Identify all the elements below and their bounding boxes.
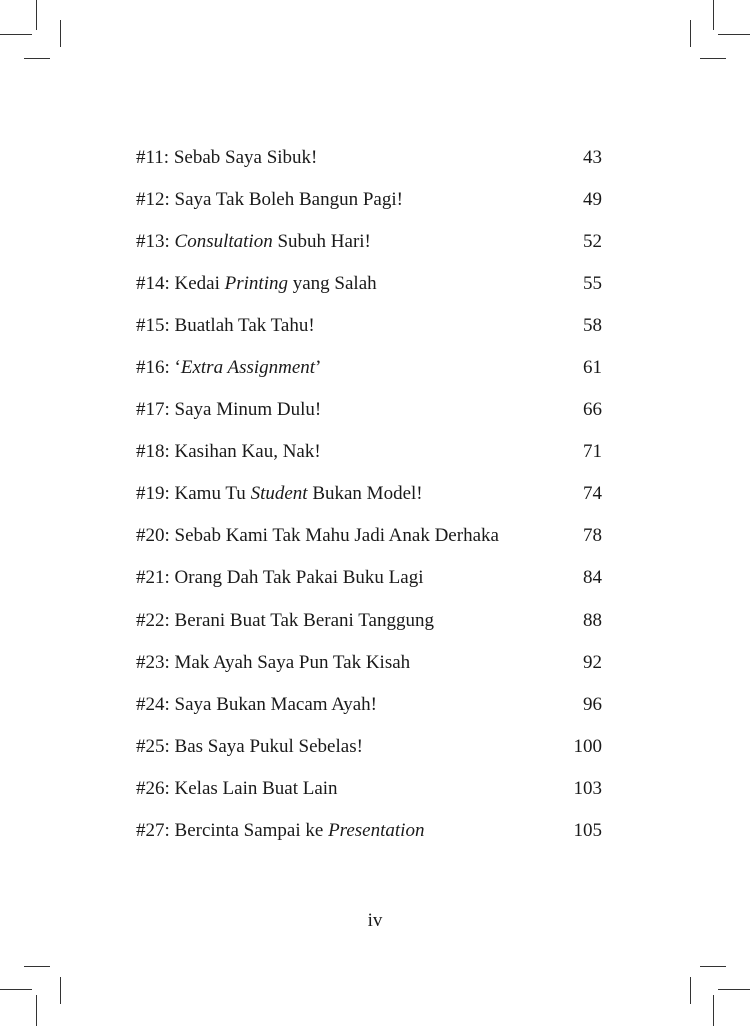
- toc-entry-title: [136, 560, 424, 596]
- toc-entry-page-number: 84: [583, 567, 602, 589]
- toc-entry: [136, 813, 602, 855]
- toc-entry-title-text: yang Salah: [288, 273, 377, 295]
- toc-entry-title-text: Buatlah Tak Tahu!: [169, 315, 315, 337]
- toc-entry-title-italic: Printing: [224, 273, 288, 295]
- toc-entry-number: #27:: [136, 819, 170, 841]
- toc-entry-title-text: Subuh Hari!: [272, 231, 371, 253]
- crop-mark-top-left-vertical: [36, 0, 37, 30]
- toc-entry: [136, 140, 602, 182]
- toc-entry-title-text: Bukan Model!: [307, 483, 423, 505]
- toc-entry-title-text: Orang Dah Tak Pakai Buku Lagi: [169, 567, 424, 589]
- toc-entry-title: [136, 392, 321, 428]
- toc-entry-page-number: 96: [583, 693, 602, 715]
- toc-entry-title-text: Saya Bukan Macam Ayah!: [169, 693, 377, 715]
- toc-entry-title-text: Bercinta Sampai ke: [169, 819, 329, 841]
- crop-mark-bottom-left-vertical: [36, 995, 37, 1026]
- toc-entry-title: [136, 224, 371, 260]
- toc-entry-page-number: 100: [573, 735, 602, 757]
- toc-entry-number: #17:: [136, 399, 170, 421]
- toc-entry-number: #16:: [136, 357, 170, 379]
- toc-entry-title-text: Mak Ayah Saya Pun Tak Kisah: [169, 651, 411, 673]
- toc-entry-title-italic: Student: [250, 483, 308, 505]
- toc-entry-title: [136, 476, 423, 512]
- toc-entry-number: #25:: [136, 735, 170, 757]
- toc-entry-title: [136, 603, 434, 639]
- toc-entry-title: [136, 266, 377, 302]
- toc-entry-title: [136, 518, 499, 554]
- crop-mark-top-right-vertical: [713, 0, 714, 30]
- crop-mark-top-left-bleed-horizontal: [24, 58, 50, 59]
- toc-entry: [136, 182, 602, 224]
- toc-entry-page-number: 78: [583, 525, 602, 547]
- toc-entry-title: [136, 308, 315, 344]
- toc-entry-title: [136, 729, 363, 765]
- toc-entry-title: [136, 771, 338, 807]
- toc-entry: [136, 729, 602, 771]
- toc-entry-page-number: 49: [583, 189, 602, 211]
- toc-entry-page-number: 43: [583, 147, 602, 168]
- crop-mark-bottom-right-vertical: [713, 995, 714, 1026]
- toc-entry: [136, 434, 602, 476]
- table-of-contents: [136, 140, 602, 855]
- crop-mark-top-left-bleed-vertical: [60, 20, 61, 47]
- toc-entry-number: #22:: [136, 609, 170, 631]
- toc-entry: [136, 308, 602, 350]
- toc-entry: [136, 771, 602, 813]
- toc-entry-title: [136, 140, 317, 176]
- toc-entry-number: #20:: [136, 525, 170, 547]
- toc-entry-page-number: 55: [583, 273, 602, 295]
- crop-mark-top-right-bleed-vertical: [690, 20, 691, 47]
- toc-entry-page-number: 52: [583, 231, 602, 253]
- toc-entry-title: [136, 813, 424, 849]
- crop-mark-top-right-bleed-horizontal: [700, 58, 726, 59]
- toc-entry: [136, 350, 602, 392]
- toc-entry-title: [136, 182, 403, 218]
- crop-mark-bottom-right-bleed-vertical: [690, 977, 691, 1004]
- crop-mark-bottom-left-bleed-horizontal: [24, 966, 50, 967]
- toc-entry-number: #11:: [136, 147, 170, 168]
- toc-entry-page-number: 103: [573, 777, 602, 799]
- toc-entry-title-text: Saya Minum Dulu!: [169, 399, 322, 421]
- toc-entry-page-number: 66: [583, 399, 602, 421]
- toc-entry-title-text: Kelas Lain Buat Lain: [169, 777, 338, 799]
- toc-entry: [136, 603, 602, 645]
- toc-entry: [136, 266, 602, 308]
- toc-entry-number: #26:: [136, 777, 170, 799]
- toc-entry-title-text: Sebab Saya Sibuk!: [169, 147, 318, 168]
- toc-entry-number: #15:: [136, 315, 170, 337]
- toc-entry: [136, 476, 602, 518]
- toc-entry-page-number: 61: [583, 357, 602, 379]
- crop-mark-bottom-left-horizontal: [0, 989, 32, 990]
- crop-mark-bottom-right-bleed-horizontal: [700, 966, 726, 967]
- toc-entry-title-text: Kamu Tu: [169, 483, 251, 505]
- toc-entry: [136, 224, 602, 266]
- toc-entry: [136, 687, 602, 729]
- toc-entry-title: [136, 645, 410, 681]
- toc-entry-title: [136, 350, 321, 386]
- toc-entry: [136, 560, 602, 602]
- toc-entry-title-italic: Presentation: [328, 819, 425, 841]
- toc-entry-title-italic: Extra Assignment: [180, 357, 316, 379]
- crop-mark-bottom-right-horizontal: [718, 989, 750, 990]
- toc-entry: [136, 645, 602, 687]
- crop-mark-top-left-horizontal: [0, 34, 32, 35]
- toc-entry-number: #18:: [136, 441, 170, 463]
- toc-entry-number: #21:: [136, 567, 170, 589]
- toc-entry-page-number: 58: [583, 315, 602, 337]
- crop-mark-top-right-horizontal: [718, 34, 750, 35]
- toc-entry-number: #14:: [136, 273, 170, 295]
- toc-entry-title-italic: Consultation: [174, 231, 273, 253]
- toc-entry-title-text: Berani Buat Tak Berani Tanggung: [169, 609, 434, 631]
- toc-entry-page-number: 71: [583, 441, 602, 463]
- toc-entry-title-text: Kedai: [169, 273, 225, 295]
- toc-entry-number: #12:: [136, 189, 170, 211]
- page-number-folio: iv: [367, 910, 383, 931]
- crop-mark-bottom-left-bleed-vertical: [60, 977, 61, 1004]
- toc-entry-page-number: 105: [573, 819, 602, 841]
- toc-entry-title-text: Kasihan Kau, Nak!: [169, 441, 321, 463]
- toc-entry-number: #19:: [136, 483, 170, 505]
- toc-entry-title-text: ‘: [169, 357, 181, 379]
- toc-entry-title-text: Bas Saya Pukul Sebelas!: [169, 735, 363, 757]
- toc-entry-title: [136, 687, 377, 723]
- toc-entry: [136, 392, 602, 434]
- toc-entry-title-text: Saya Tak Boleh Bangun Pagi!: [169, 189, 403, 211]
- toc-entry: [136, 518, 602, 560]
- toc-entry-number: #24:: [136, 693, 170, 715]
- toc-entry-number: #23:: [136, 651, 170, 673]
- toc-entry-page-number: 92: [583, 651, 602, 673]
- toc-entry-title-text: Sebab Kami Tak Mahu Jadi Anak Derhaka: [169, 525, 499, 547]
- toc-entry-title: [136, 434, 321, 470]
- toc-entry-title-text: ’: [315, 357, 322, 379]
- toc-entry-number: #13:: [136, 231, 170, 253]
- toc-entry-page-number: 88: [583, 609, 602, 631]
- toc-entry-page-number: 74: [583, 483, 602, 505]
